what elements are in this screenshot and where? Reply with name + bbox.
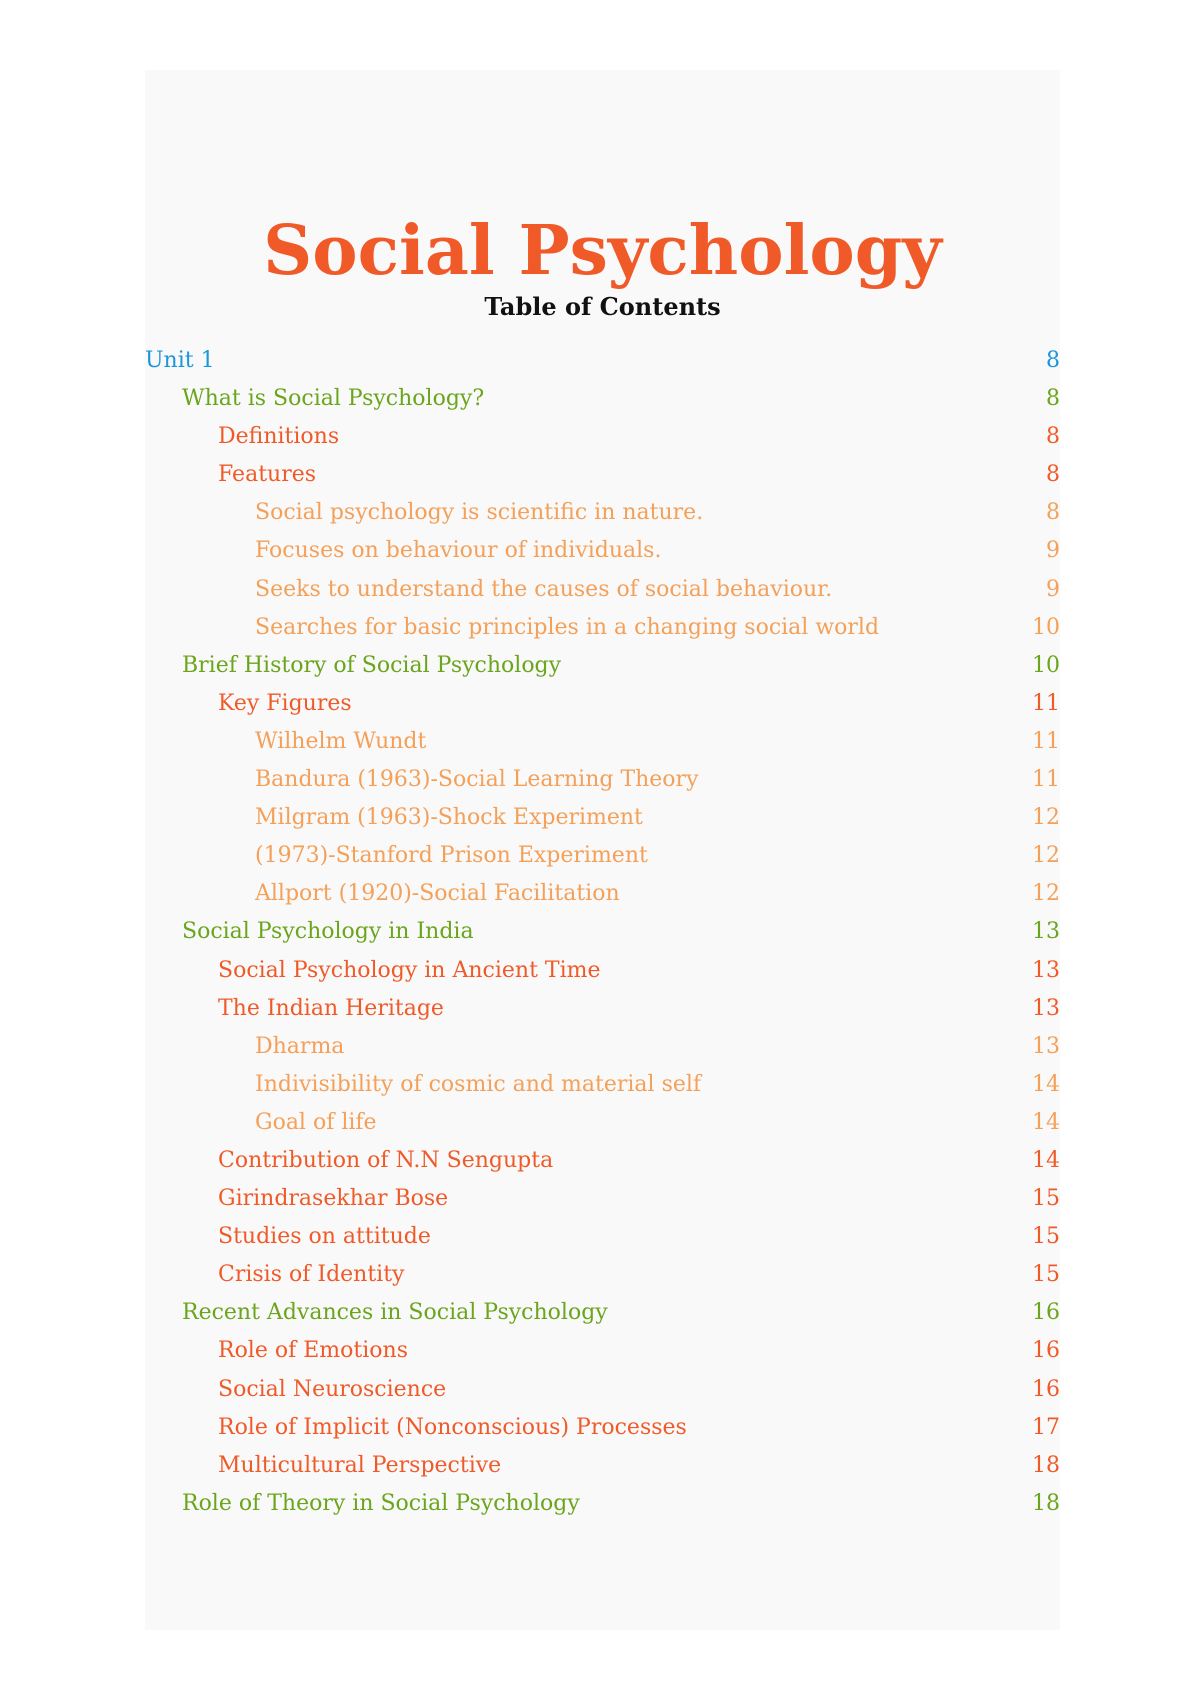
toc-entry[interactable] <box>145 761 1060 799</box>
toc-entry-label[interactable]: Allport (1920)-Social Facilitation <box>255 881 620 907</box>
toc-entry-label[interactable]: Studies on attitude <box>218 1224 431 1250</box>
toc-entry-label[interactable]: Role of Implicit (Nonconscious) Processes <box>218 1414 687 1440</box>
toc-entry-page-number[interactable]: 14 <box>1032 1071 1060 1097</box>
toc-entry-label[interactable]: Girindrasekhar Bose <box>218 1186 449 1212</box>
toc-entry[interactable] <box>145 913 1060 951</box>
toc-entry[interactable] <box>145 609 1060 647</box>
toc-entry[interactable] <box>145 647 1060 685</box>
toc-entry-page-number[interactable]: 8 <box>1046 386 1060 412</box>
toc-entry-label[interactable]: Dharma <box>255 1033 345 1059</box>
toc-entry-page-number[interactable]: 9 <box>1046 538 1060 564</box>
toc-entry-label[interactable]: Contribution of N.N Sengupta <box>218 1147 554 1173</box>
toc-entry-label[interactable]: Focuses on behaviour of individuals. <box>255 538 662 564</box>
toc-entry-page-number[interactable]: 8 <box>1046 462 1060 488</box>
toc-entry-page-number[interactable]: 15 <box>1032 1224 1060 1250</box>
toc-entry-label[interactable]: Brief History of Social Psychology <box>182 652 562 678</box>
toc-entry-page-number[interactable]: 13 <box>1032 1033 1060 1059</box>
toc-entry[interactable] <box>145 685 1060 723</box>
toc-entry-label[interactable]: Bandura (1963)-Social Learning Theory <box>255 767 699 793</box>
toc-entry-page-number[interactable]: 18 <box>1032 1452 1060 1478</box>
toc-entry-page-number[interactable]: 11 <box>1032 767 1060 793</box>
toc-entry-label[interactable]: The Indian Heritage <box>218 995 444 1021</box>
table-of-contents <box>145 342 1060 1523</box>
toc-entry-page-number[interactable]: 11 <box>1032 728 1060 754</box>
toc-entry-page-number[interactable]: 13 <box>1032 919 1060 945</box>
toc-entry[interactable] <box>145 342 1060 380</box>
toc-entry-page-number[interactable]: 10 <box>1032 614 1060 640</box>
document-page <box>145 70 1060 1630</box>
toc-entry-label[interactable]: Features <box>218 462 317 488</box>
toc-entry-label[interactable]: Role of Theory in Social Psychology <box>182 1490 580 1516</box>
toc-entry[interactable] <box>145 418 1060 456</box>
toc-entry[interactable] <box>145 1485 1060 1523</box>
toc-entry[interactable] <box>145 952 1060 990</box>
toc-entry-page-number[interactable]: 16 <box>1032 1338 1060 1364</box>
toc-entry[interactable] <box>145 799 1060 837</box>
toc-entry[interactable] <box>145 837 1060 875</box>
toc-entry-page-number[interactable]: 18 <box>1032 1490 1060 1516</box>
toc-entry[interactable] <box>145 1218 1060 1256</box>
toc-entry[interactable] <box>145 1371 1060 1409</box>
toc-entry-label[interactable]: (1973)-Stanford Prison Experiment <box>255 843 648 869</box>
toc-entry[interactable] <box>145 1066 1060 1104</box>
toc-entry-page-number[interactable]: 8 <box>1046 348 1060 373</box>
toc-entry-label[interactable]: Social Psychology in Ancient Time <box>218 957 601 983</box>
toc-entry[interactable] <box>145 1447 1060 1485</box>
toc-entry-page-number[interactable]: 11 <box>1032 690 1060 716</box>
toc-entry-label[interactable]: Milgram (1963)-Shock Experiment <box>255 805 643 831</box>
toc-entry-label[interactable]: Wilhelm Wundt <box>255 728 427 754</box>
toc-entry[interactable] <box>145 532 1060 570</box>
toc-entry-label[interactable]: Indivisibility of cosmic and material self <box>255 1071 702 1097</box>
toc-entry-page-number[interactable]: 16 <box>1032 1300 1060 1326</box>
toc-entry-page-number[interactable]: 12 <box>1032 881 1060 907</box>
toc-entry[interactable] <box>145 723 1060 761</box>
toc-entry-label[interactable]: Role of Emotions <box>218 1338 408 1364</box>
toc-entry-label[interactable]: Definitions <box>218 424 340 450</box>
toc-entry[interactable] <box>145 1294 1060 1332</box>
toc-entry-page-number[interactable]: 10 <box>1032 652 1060 678</box>
toc-entry-page-number[interactable]: 8 <box>1046 500 1060 526</box>
toc-entry-page-number[interactable]: 15 <box>1032 1186 1060 1212</box>
toc-entry[interactable] <box>145 494 1060 532</box>
toc-entry[interactable] <box>145 1409 1060 1447</box>
toc-entry-label[interactable]: Crisis of Identity <box>218 1262 405 1288</box>
toc-entry-label[interactable]: Unit 1 <box>145 348 215 373</box>
toc-entry-page-number[interactable]: 16 <box>1032 1376 1060 1402</box>
toc-entry[interactable] <box>145 456 1060 494</box>
toc-entry-label[interactable]: Social Psychology in India <box>182 919 474 945</box>
toc-entry-label[interactable]: Goal of life <box>255 1109 377 1135</box>
toc-entry-label[interactable]: What is Social Psychology? <box>182 386 485 412</box>
toc-heading: Table of Contents <box>484 292 721 321</box>
toc-entry[interactable] <box>145 1142 1060 1180</box>
toc-entry-page-number[interactable]: 12 <box>1032 843 1060 869</box>
toc-entry-page-number[interactable]: 13 <box>1032 957 1060 983</box>
toc-entry-page-number[interactable]: 14 <box>1032 1147 1060 1173</box>
toc-entry[interactable] <box>145 1104 1060 1142</box>
toc-entry-label[interactable]: Social Neuroscience <box>218 1376 447 1402</box>
toc-entry-label[interactable]: Key Figures <box>218 690 352 716</box>
toc-entry-page-number[interactable]: 8 <box>1046 424 1060 450</box>
toc-entry-page-number[interactable]: 15 <box>1032 1262 1060 1288</box>
toc-entry-page-number[interactable]: 9 <box>1046 576 1060 602</box>
toc-entry-page-number[interactable]: 13 <box>1032 995 1060 1021</box>
toc-entry[interactable] <box>145 1028 1060 1066</box>
toc-entry-label[interactable]: Multicultural Perspective <box>218 1452 502 1478</box>
toc-entry-page-number[interactable]: 14 <box>1032 1109 1060 1135</box>
toc-entry[interactable] <box>145 1180 1060 1218</box>
toc-entry-page-number[interactable]: 12 <box>1032 805 1060 831</box>
toc-entry[interactable] <box>145 875 1060 913</box>
toc-entry[interactable] <box>145 1332 1060 1370</box>
toc-entry[interactable] <box>145 380 1060 418</box>
toc-entry-label[interactable]: Recent Advances in Social Psychology <box>182 1300 608 1326</box>
toc-entry[interactable] <box>145 1256 1060 1294</box>
toc-entry-label[interactable]: Searches for basic principles in a changing social world <box>255 614 880 640</box>
toc-entry-label[interactable]: Seeks to understand the causes of social behaviour. <box>255 576 833 602</box>
toc-entry-page-number[interactable]: 17 <box>1032 1414 1060 1440</box>
toc-entry[interactable] <box>145 571 1060 609</box>
document-title: Social Psychology <box>263 210 942 291</box>
toc-entry-label[interactable]: Social psychology is scientific in nature. <box>255 500 704 526</box>
toc-entry[interactable] <box>145 990 1060 1028</box>
